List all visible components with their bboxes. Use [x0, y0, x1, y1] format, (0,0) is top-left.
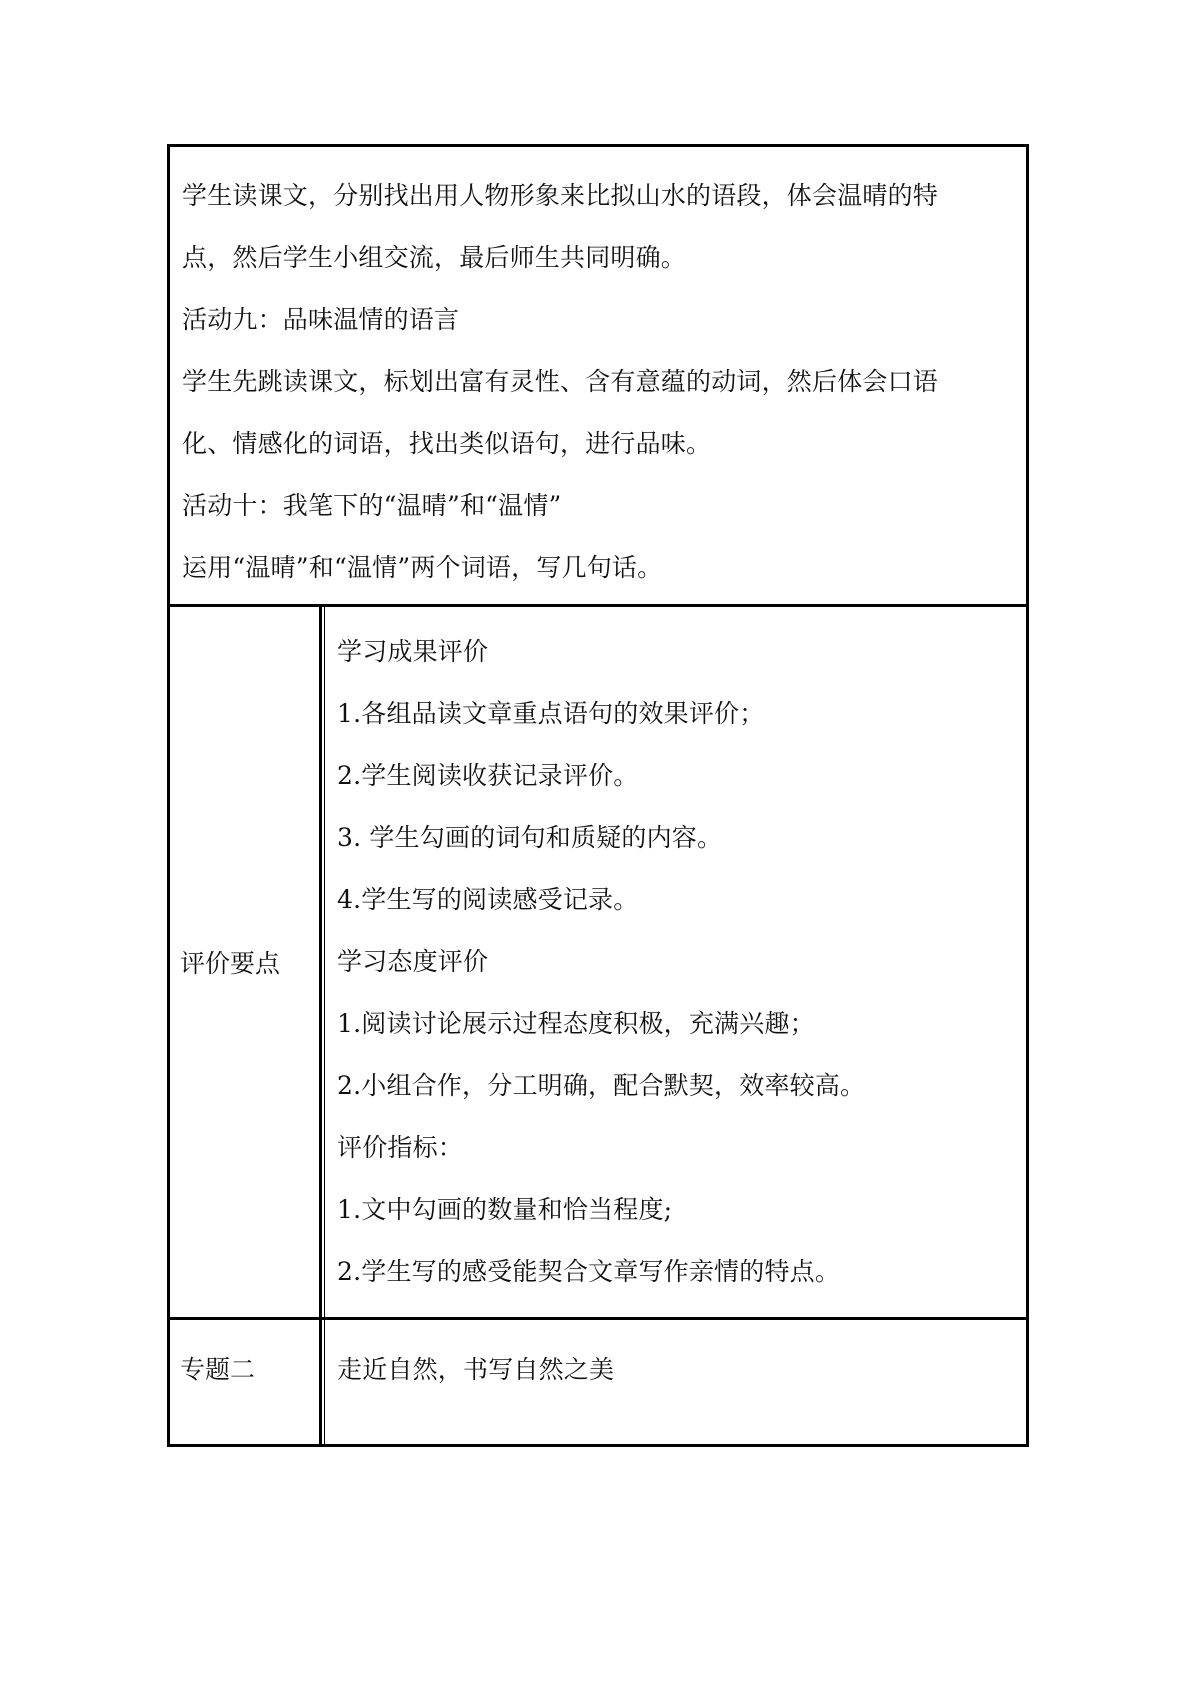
topic-label: 专题二 [180, 1355, 256, 1384]
evaluation-heading: 评价指标： [337, 1133, 464, 1162]
activity-line: 化、情感化的词语，找出类似语句，进行品味。 [182, 429, 712, 458]
activities-cell [170, 147, 1026, 607]
evaluation-item: 3. 学生勾画的词句和质疑的内容。 [337, 823, 723, 852]
topic-label-cell [170, 1320, 322, 1444]
activity-line: 学生读课文，分别找出用人物形象来比拟山水的语段，体会温晴的特 [182, 181, 939, 210]
evaluation-label: 评价要点 [180, 949, 281, 978]
evaluation-item: 2.小组合作，分工明确，配合默契，效率较高。 [337, 1071, 866, 1100]
activity-heading: 活动十：我笔下的“温晴”和“温情” [182, 491, 562, 520]
activity-line: 学生先跳读课文，标划出富有灵性、含有意蕴的动词，然后体会口语 [182, 367, 939, 396]
evaluation-label-cell [170, 607, 322, 1317]
evaluation-heading: 学习成果评价 [337, 637, 489, 666]
topic-content-cell [324, 1320, 1026, 1444]
evaluation-item: 1.各组品读文章重点语句的效果评价； [337, 699, 765, 728]
topic-title: 走近自然，书写自然之美 [337, 1355, 615, 1384]
activity-line: 点，然后学生小组交流，最后师生共同明确。 [182, 243, 687, 272]
evaluation-item: 1.文中勾画的数量和恰当程度; [337, 1195, 673, 1224]
evaluation-item: 2.学生写的感受能契合文章写作亲情的特点。 [337, 1257, 841, 1286]
evaluation-content-cell [324, 607, 1026, 1317]
activity-heading: 活动九：品味温情的语言 [182, 305, 460, 334]
evaluation-heading: 学习态度评价 [337, 947, 489, 976]
evaluation-item: 2.学生阅读收获记录评价。 [337, 761, 639, 790]
topic-row [170, 1320, 1026, 1444]
evaluation-item: 4.学生写的阅读感受记录。 [337, 885, 639, 914]
lesson-plan-table [167, 144, 1029, 1447]
evaluation-row [170, 607, 1026, 1320]
activity-line: 运用“温晴”和“温情”两个词语，写几句话。 [182, 553, 663, 582]
evaluation-item: 1.阅读讨论展示过程态度积极，充满兴趣； [337, 1009, 815, 1038]
